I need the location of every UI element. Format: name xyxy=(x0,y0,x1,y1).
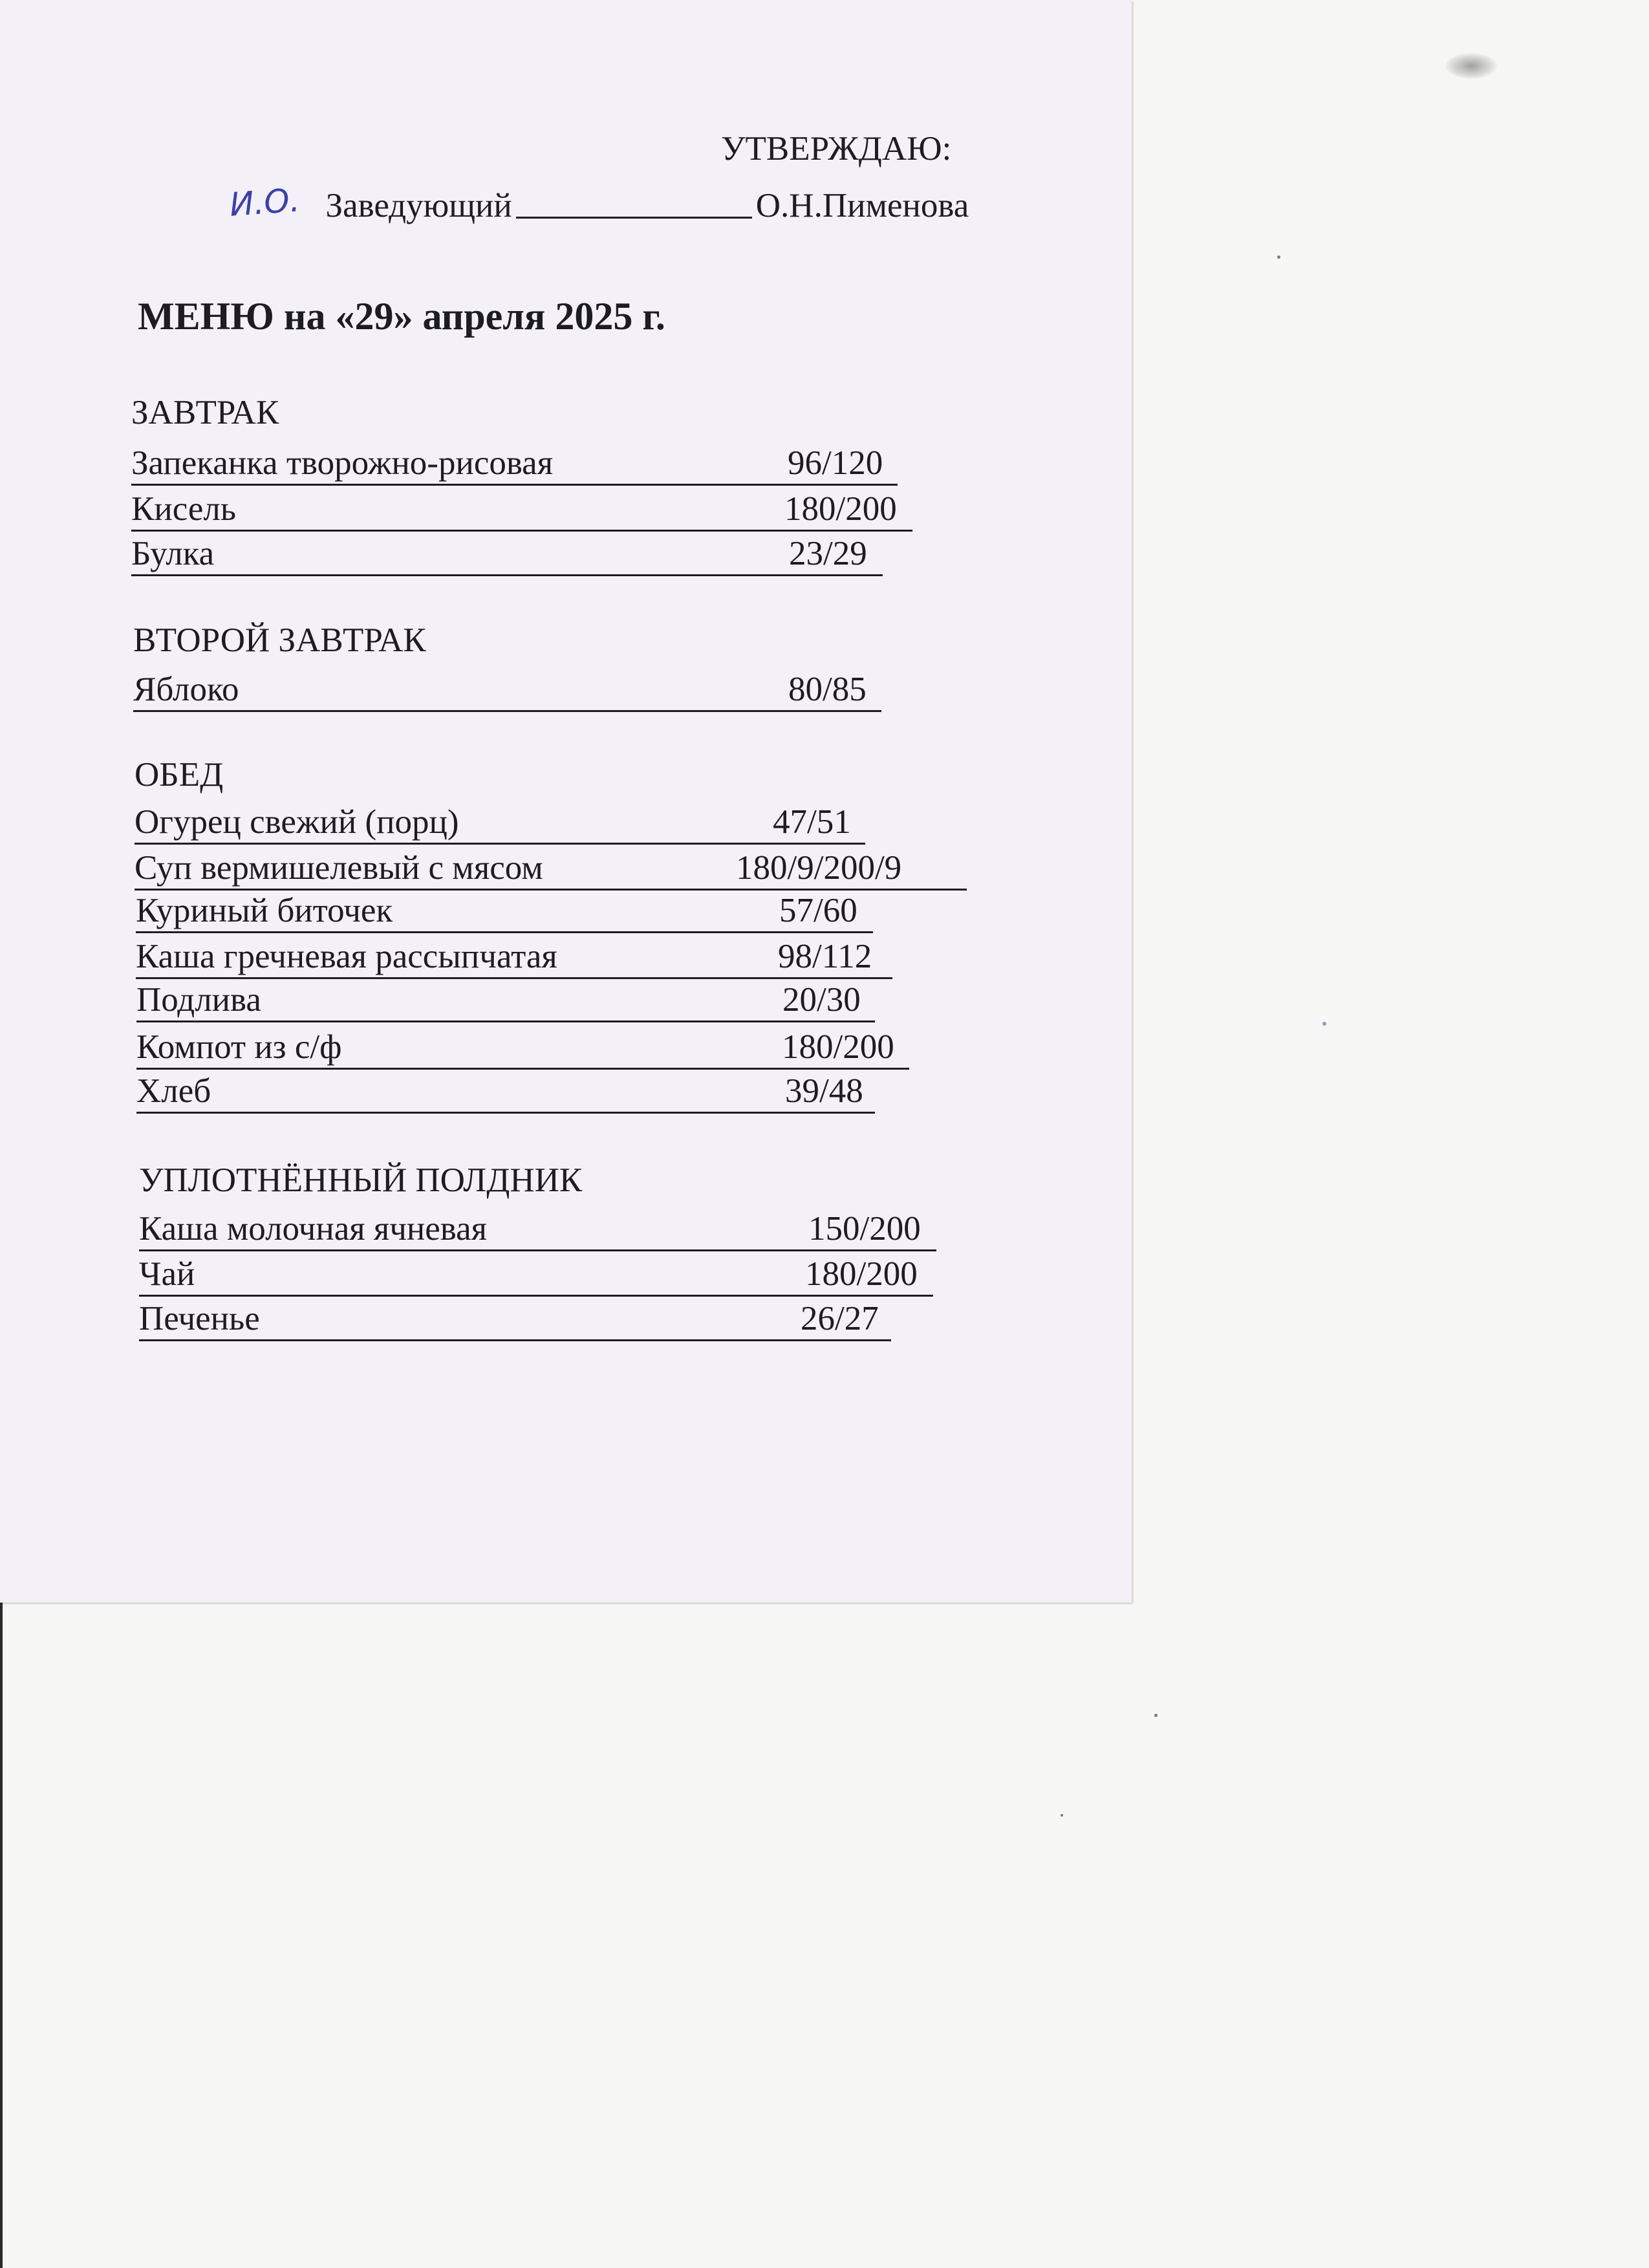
menu-row xyxy=(131,530,883,576)
approval-line xyxy=(230,180,969,225)
menu-row xyxy=(135,799,865,845)
menu-row xyxy=(133,666,881,712)
portion-weight: 96/120 xyxy=(788,444,883,482)
menu-title: МЕНЮ на «29» апреля 2025 г. xyxy=(138,295,665,338)
portion-weight: 180/200 xyxy=(782,1028,894,1066)
dish-name: Чай xyxy=(139,1255,195,1293)
section-heading-afternoon-snack: УПЛОТНЁННЫЙ ПОЛДНИК xyxy=(139,1161,583,1199)
dish-name: Кисель xyxy=(131,490,237,528)
portion-weight: 57/60 xyxy=(779,892,857,929)
acting-handwritten-mark: И.О. xyxy=(228,181,301,224)
dish-name: Суп вермишелевый с мясом xyxy=(135,849,543,887)
dish-name: Печенье xyxy=(139,1300,260,1337)
dish-name: Огурец свежий (порц) xyxy=(135,803,459,841)
portion-weight: 180/200 xyxy=(805,1255,918,1293)
section-heading-lunch: ОБЕД xyxy=(135,756,224,794)
signature-blank-line xyxy=(516,217,752,219)
dish-name: Хлеб xyxy=(136,1072,211,1110)
menu-row xyxy=(136,933,892,979)
menu-row xyxy=(136,1024,909,1070)
portion-weight: 180/200 xyxy=(784,490,897,528)
menu-row xyxy=(131,486,912,532)
menu-row xyxy=(135,845,967,891)
menu-sheet xyxy=(0,0,1132,1603)
portion-weight: 47/51 xyxy=(773,803,851,841)
dish-name: Запеканка творожно-рисовая xyxy=(131,444,554,482)
menu-row xyxy=(136,887,873,933)
scanner-edge xyxy=(0,1603,3,2268)
portion-weight: 180/9/200/9 xyxy=(736,849,902,887)
portion-weight: 20/30 xyxy=(782,981,861,1019)
menu-row xyxy=(136,1068,875,1114)
menu-row xyxy=(131,440,898,486)
approver-position: Заведующий xyxy=(325,187,512,224)
menu-row xyxy=(139,1205,936,1251)
portion-weight: 150/200 xyxy=(808,1210,921,1247)
scan-speck xyxy=(1322,1022,1326,1026)
menu-row xyxy=(136,977,875,1022)
dish-name: Булка xyxy=(131,535,215,572)
dish-name: Яблоко xyxy=(133,671,239,708)
menu-row xyxy=(139,1251,933,1297)
dish-name: Каша молочная ячневая xyxy=(139,1210,487,1247)
scan-speck xyxy=(1154,1714,1158,1717)
portion-weight: 23/29 xyxy=(789,535,867,572)
dish-name: Компот из с/ф xyxy=(136,1028,342,1066)
scan-speck xyxy=(1277,255,1280,259)
section-heading-breakfast: ЗАВТРАК xyxy=(131,394,279,431)
scan-speck xyxy=(1061,1814,1063,1817)
portion-weight: 26/27 xyxy=(801,1300,879,1337)
portion-weight: 80/85 xyxy=(788,671,867,708)
dish-name: Подлива xyxy=(136,981,261,1019)
dish-name: Каша гречневая рассыпчатая xyxy=(136,938,557,975)
portion-weight: 98/112 xyxy=(778,938,872,975)
approval-title: УТВЕРЖДАЮ: xyxy=(721,130,952,167)
menu-row xyxy=(139,1295,891,1341)
scan-smudge xyxy=(1445,53,1497,79)
portion-weight: 39/48 xyxy=(785,1072,863,1110)
dish-name: Куриный биточек xyxy=(136,892,393,929)
section-heading-second-breakfast: ВТОРОЙ ЗАВТРАК xyxy=(133,621,426,659)
approver-name: О.Н.Пименова xyxy=(755,187,969,224)
